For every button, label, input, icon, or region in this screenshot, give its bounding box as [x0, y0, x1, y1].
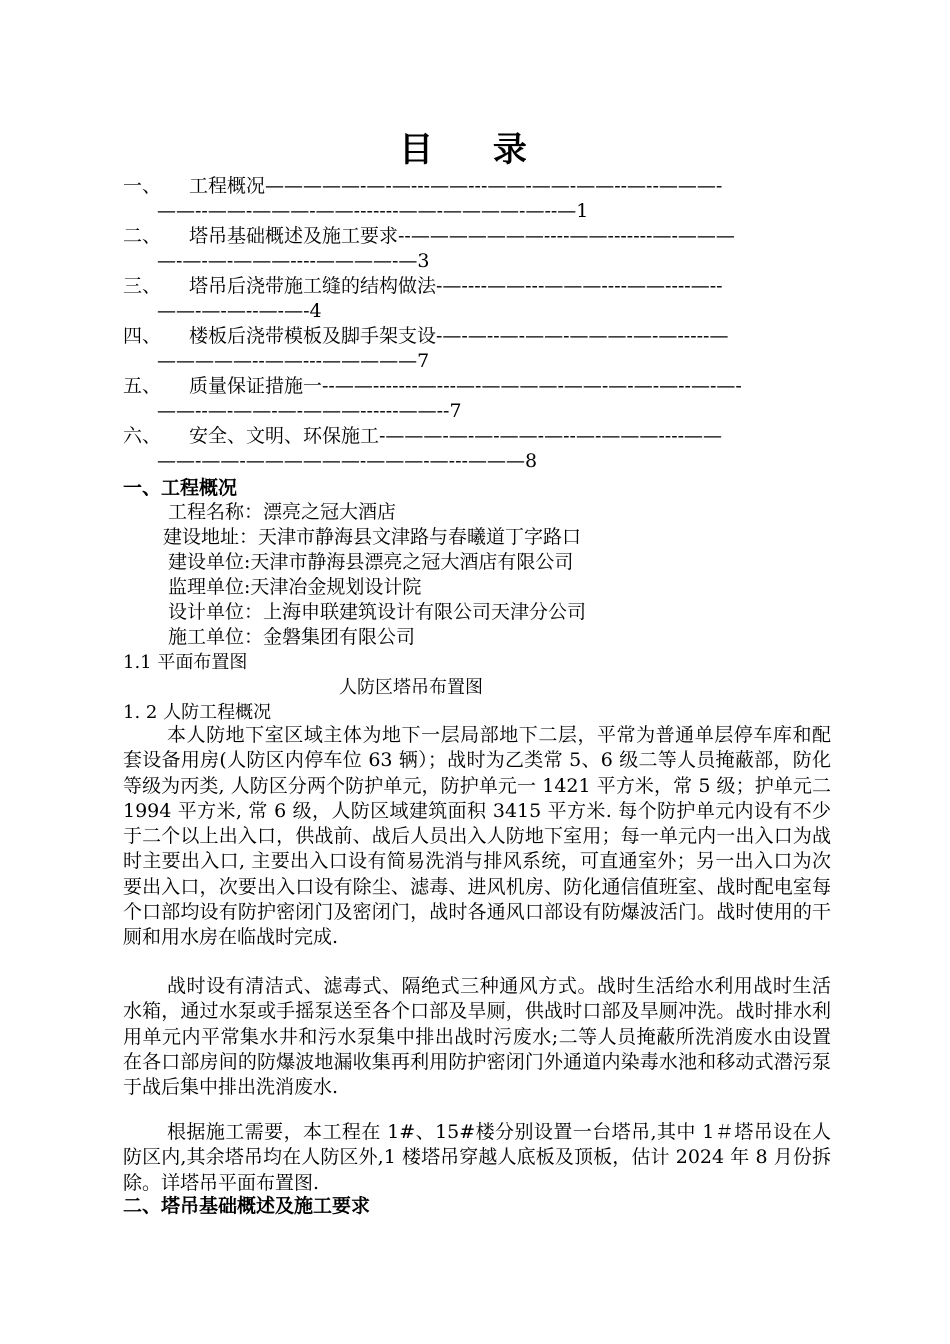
toc-entry-2[interactable]	[123, 224, 833, 274]
toc-entry-number: 一、	[123, 175, 162, 197]
toc-entry-number: 二、	[123, 225, 162, 247]
toc-entry-5[interactable]	[123, 374, 833, 424]
toc-entry-1[interactable]	[123, 174, 833, 224]
toc-entry-leader: —————--——---—————7	[157, 350, 430, 372]
toc-entry-leader: ——-——-——————-———-—---———8	[157, 450, 538, 472]
toc-entry-6[interactable]	[123, 424, 833, 474]
paragraph-ventilation: 战时设有清洁式、滤毒式、隔绝式三种通风方式。战时生活给水利用战时生活水箱，通过水泵或手摇泵送至各个口部及旱厕，供战时口部及旱厕冲洗。战时排水利用单元内平常集水井和污水泵集中排出战时污废水;二等人员掩蔽所洗消废水由设置在各口部房间的防爆波地漏收集再利用防护密闭门外通道内染毒水池和移动式潜污泵于战后集中排出洗消废水.	[123, 975, 831, 1099]
construction-unit: 施工单位：金磐集团有限公司	[168, 626, 416, 648]
subheading-civil-defense: 1. 2 人防工程概况	[123, 702, 272, 723]
project-address: 建设地址：天津市静海县文津路与春曦道丁字路口	[163, 526, 582, 548]
section-heading-crane-foundation: 二、塔吊基础概述及施工要求	[123, 1195, 371, 1217]
section-heading-overview: 一、工程概况	[123, 477, 238, 499]
design-unit: 设计单位：上海申联建筑设计有限公司天津分公司	[168, 601, 587, 623]
supervision-unit: 监理单位:天津冶金规划设计院	[168, 576, 422, 598]
toc-entry-text: 塔吊基础概述及施工要求--———————----——-------—-———	[189, 225, 735, 247]
toc-entry-text: 工程概况—————-—-—---——---——-——-——--—--———-	[189, 175, 723, 197]
toc-entry-leader: ——-—-—--—-—-4	[157, 300, 322, 322]
paragraph-tower-crane: 根据施工需要，本工程在 1#、15#楼分别设置一台塔吊,其中 1＃塔吊设在人防区内,其余塔吊均在人防区外,1 楼塔吊穿越人底板及顶板，估计 2024 年 8 月份拆除。详塔吊平面布置图.	[123, 1121, 831, 1194]
toc-entry-4[interactable]	[123, 324, 833, 374]
toc-entry-3[interactable]	[123, 274, 833, 324]
paragraph-overview: 本人防地下室区域主体为地下一层局部地下二层，平常为普通单层停车库和配套设备用房(人防区内停车位 63 辆）；战时为乙类常 5、6 级二等人员掩蔽部，防化等级为丙类, 人防区分两个防护单元，防护单元一 1421 平方米，常 5 级；护单元二 1994 平方米, 常 6 级，人防区域建筑面积 3415 平方米. 每个防护单元内设有不少于二个以上出入口，供战前、战后人员出入人防地下室用；每一单元内一出入口为战时主要出入口, 主要出入口设有简易洗消与排风系统，可直通室外；另一出入口为次要出入口，次要出入口设有除尘、滤毒、进风机房、防化通信值班室、战时配电室每个口部均设有防护密闭门及密闭门，战时各通风口部设有防爆波活门。战时使用的干厕和用水房在临战时完成.	[123, 724, 831, 949]
toc-entry-number: 六、	[123, 425, 162, 447]
toc-title: 目 录	[399, 130, 551, 170]
toc-entry-text: 楼板后浇带模板及脚手架支设-—-—--—-——-———-—-—-----—	[189, 325, 729, 347]
toc-entry-leader: ——--—-——-—-———------——--7	[157, 400, 462, 422]
toc-entry-text: 质量保证措施一--——-------—---—-————-——-—-—-—--—-—-	[189, 375, 742, 397]
figure-caption: 人防区塔吊布置图	[339, 677, 483, 698]
toc-entry-text: 安全、文明、环保施工-———-—-—-——-—--—-———----——	[189, 425, 723, 447]
toc-entry-number: 五、	[123, 375, 162, 397]
toc-entry-text: 塔吊后浇带施工缝的结构做法-—----——---———----——----—--	[189, 275, 723, 297]
project-name: 工程名称：漂亮之冠大酒店	[168, 501, 397, 523]
toc-entry-leader: —-—-—-———----————-—3	[157, 250, 430, 272]
toc-entry-number: 四、	[123, 325, 162, 347]
toc-entry-number: 三、	[123, 275, 162, 297]
subheading-layout: 1.1 平面布置图	[123, 652, 248, 673]
toc-entry-leader: ——--——-———-——-------——-————-—--—1	[157, 200, 589, 222]
client-unit: 建设单位:天津市静海县漂亮之冠大酒店有限公司	[168, 551, 574, 573]
